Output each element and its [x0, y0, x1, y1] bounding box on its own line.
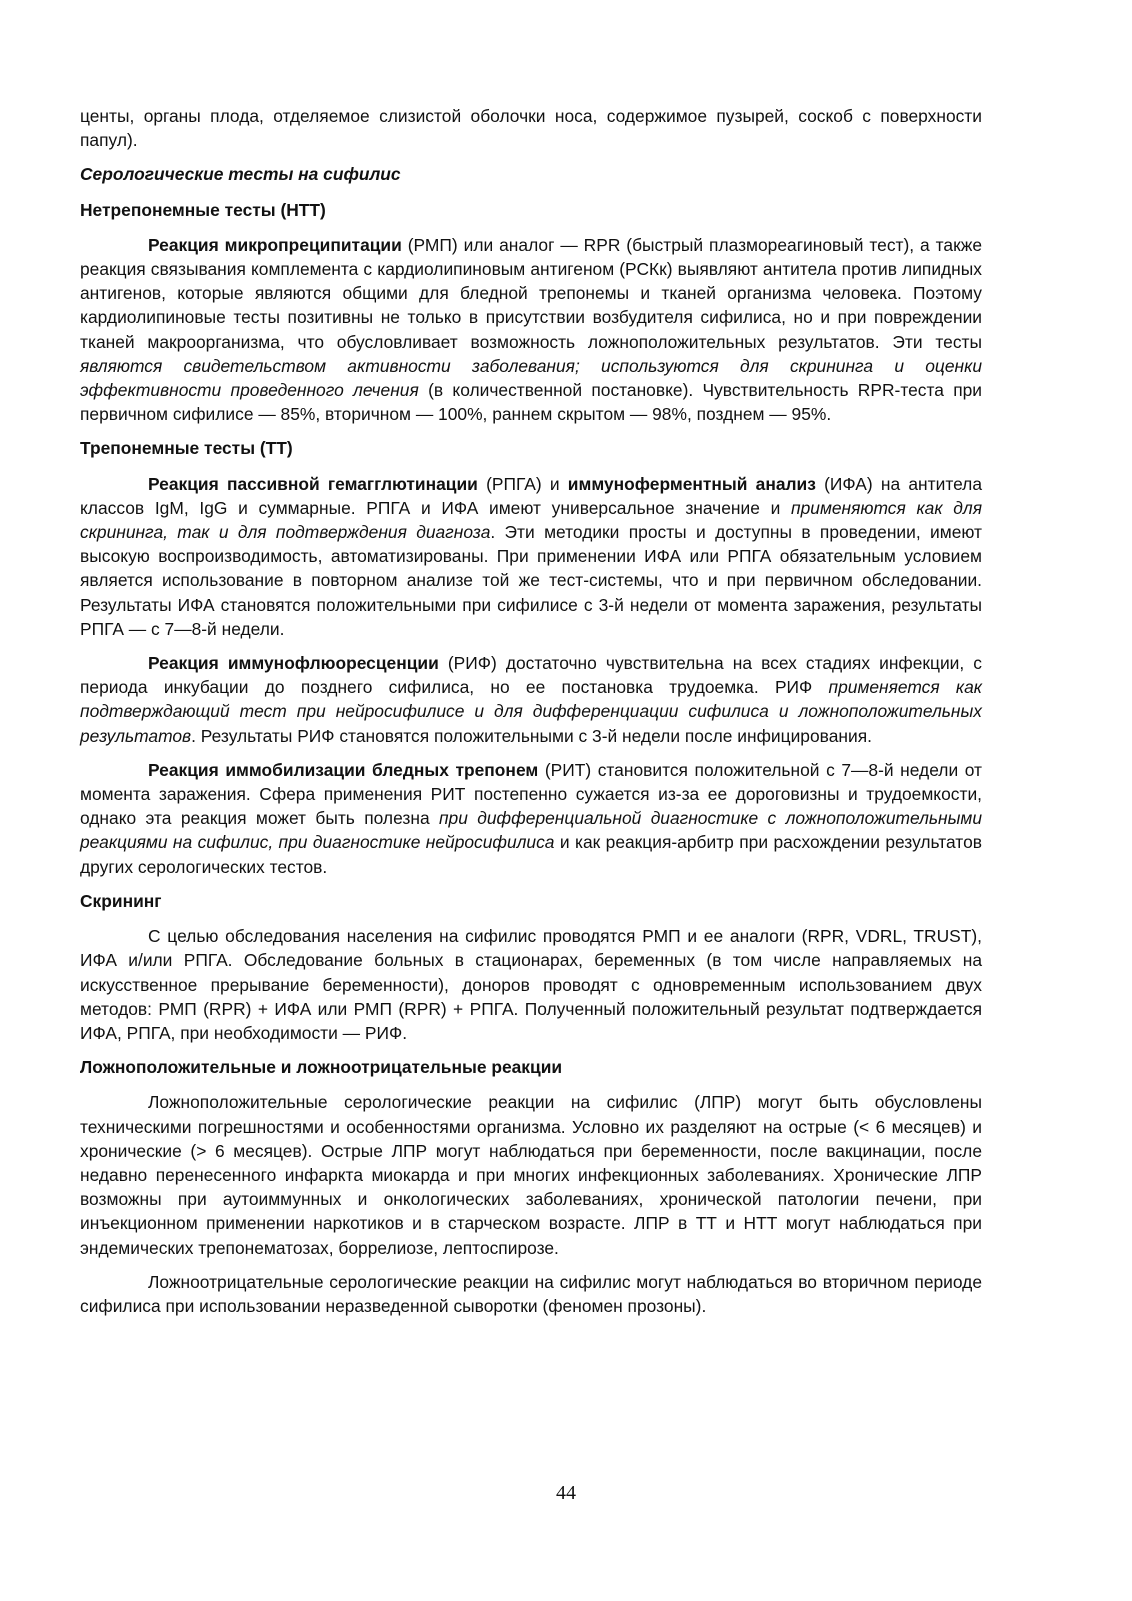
tt-heading: Трепонемные тесты (ТТ) [80, 438, 293, 459]
tt-paragraph-rpga [80, 472, 982, 641]
tt-p1-text-2: (ИФА) на антитела классов IgM, IgG и суммарные. РПГА и ИФА имеют универсальное значение и [80, 473, 983, 518]
document-page [80, 104, 982, 1318]
term-ifa: иммуноферментный анализ [567, 473, 816, 494]
tt-p2-italic: применяется как подтверждающий тест при нейросифилисе и для дифференциации сифилиса и ложноположительных результатов [80, 677, 983, 746]
false-negative-paragraph: Ложноотрицательные серологические реакции на сифилис могут наблюдаться во вторичном периоде сифилиса при использовании неразведенной сыворотки (феномен прозоны). [80, 1271, 982, 1316]
screening-heading: Скрининг [80, 890, 162, 911]
tt-p1-italic: применяются как для скрининга, так и для подтверждения диагноза [80, 497, 982, 543]
ntt-paragraph [80, 233, 982, 427]
tt-p2-text-2: . Результаты РИФ становятся положительными с 3-й недели после инфицирования. [191, 725, 872, 746]
tt-p3-text-1: (РИТ) становится положительной с 7—8-й недели от момента заражения. Сфера применения РИТ постепенно сужается из-за ее дороговизны и трудоемкости, однако эта реакция может быть полезна [80, 759, 982, 829]
term-rmp: Реакция микропреципитации [148, 234, 402, 255]
term-rit: Реакция иммобилизации бледных трепонем [148, 759, 539, 780]
false-positive-paragraph: Ложноположительные серологические реакции на сифилис (ЛПР) могут быть обусловлены техническими погрешностями и особенностями организма. Условно их разделяют на острые (< 6 месяцев) и хронические (> 6 месяцев). Острые ЛПР могут наблюдаться при беременности, после вакцинации, после недавно перенесенного инфаркта миокарда и при многих инфекционных заболеваниях. Хронические ЛПР возможны при аутоиммунных и онкологических заболеваниях, хронической патологии печени, при инъекционном применении наркотиков и в старческом возрасте. ЛПР в ТТ и НТТ могут наблюдаться при эндемических трепонематозах, боррелиозе, лептоспирозе. [80, 1092, 982, 1258]
tt-p1-text-3: . Эти методики просты и доступны в проведении, имеют высокую воспроизводимость, автоматизированы. При применении ИФА или РПГА обязательным условием является использование в повторном анализе той же тест-системы, что и при первичном обследовании. Результаты ИФА становятся положительными при сифилисе с 3-й недели от момента заражения, результаты РПГА — с 7—8-й недели. [80, 522, 983, 639]
term-rif: Реакция иммунофлюоресценции [148, 653, 439, 674]
screening-paragraph: С целью обследования населения на сифилис проводятся РМП и ее аналоги (RPR, VDRL, TRUST), ИФА и/или РПГА. Обследование больных в стационарах, беременных (в том числе направляемых на искусственное прерывание беременности), доноров проводят с одновременным использованием двух методов: РМП (RPR) + ИФА или РМП (RPR) + РПГА. Полученный положительный результат подтверждается ИФА, РПГА, при необходимости — РИФ. [80, 926, 982, 1043]
section-title: Серологические тесты на сифилис [80, 164, 401, 185]
tt-p3-italic: при дифференциальной диагностике с ложноположительными реакциями на сифилис, при диагностике нейросифилиса [80, 808, 982, 853]
term-rpga: Реакция пассивной гемагглютинации [148, 473, 478, 494]
false-reactions-heading: Ложноположительные и ложноотрицательные реакции [80, 1057, 563, 1078]
ntt-italic: являются свидетельством активности заболевания; используются для скрининга и оценки эффективности проведенного лечения [80, 355, 982, 401]
intro-paragraph: центы, органы плода, отделяемое слизистой оболочки носа, содержимое пузырей, соскоб с поверхности папул). [80, 106, 982, 151]
tt-paragraph-rit [80, 758, 982, 879]
tt-paragraph-rif [80, 651, 982, 748]
ntt-text-2: (в количественной постановке). Чувствительность RPR-теста при первичном сифилисе — 85%, вторичном — 100%, раннем скрытом — 98%, позднем — 95%. [80, 380, 982, 425]
tt-p1-text-1: (РПГА) и [477, 473, 568, 494]
ntt-heading: Нетрепонемные тесты (НТТ) [80, 199, 326, 220]
tt-p2-text-1: (РИФ) достаточно чувствительна на всех стадиях инфекции, с периода инкубации до позднего сифилиса, но ее постановка трудоемка. РИФ [80, 653, 983, 698]
tt-p3-text-2: и как реакция-арбитр при расхождении результатов других серологических тестов. [80, 832, 982, 877]
ntt-text-1: (РМП) или аналог — RPR (быстрый плазмореагиновый тест), а также реакция связывания комплемента с кардиолипиновым антигеном (РСКк) выявляют антитела против липидных антигенов, которые являются общими для бледной трепонемы и тканей организма человека. Поэтому кардиолипиновые тесты позитивны не только в присутствии возбудителя сифилиса, но и при повреждении тканей макроорганизма, что обусловливает возможность ложноположительных результатов. Эти тесты [80, 234, 982, 352]
page-number: 44 [556, 1482, 576, 1504]
